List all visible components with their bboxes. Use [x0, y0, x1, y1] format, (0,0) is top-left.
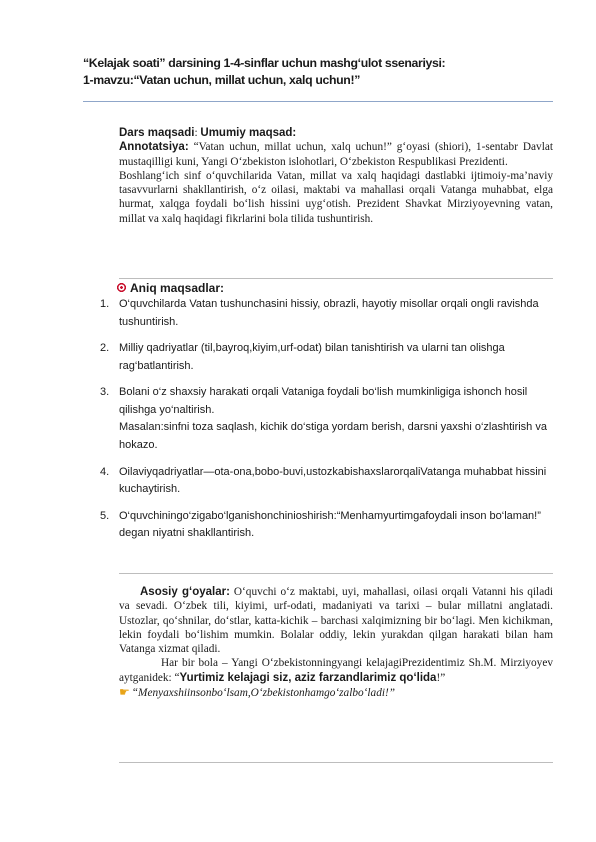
quote-paragraph: Har bir bola – Yangi O‘zbekistonningyangi kelajagiPrezidentimiz Sh.M. Mirziyoyev aytganidek: “Yurtimiz kelajagi siz, aziz farzandlarimiz qo‘lida!”: [119, 657, 553, 684]
aims-list: [100, 296, 550, 552]
main-ideas-paragraph: Asosiy g‘oyalar: O‘quvchi o‘z maktabi, uyi, mahallasi, oilasi orqali Vatanni his qiladi va sevadi. O‘zbek tili, kiyimi, urf-odati, madaniyati va tarixi – bular millatni anglatadi. Ustozlar, qo‘shnilar, do‘stlar, katta-kichik – barchasi xalqimizning bir bo‘lagi. Men kichikman, lekin foydali bo‘lishim mumkin. Bolalar oddiy, lekin yurakdan qilgan harakati bilan ham Vatanga xizmat qiladi.: [119, 586, 553, 656]
bottom-divider: [119, 762, 553, 763]
quote-bold: Yurtimiz kelajagi siz, aziz farzandlarimiz qo‘lida: [179, 671, 437, 684]
header-title: “Kelajak soati” darsining 1-4-sinflar uchun mashg‘ulot ssenariysi:: [83, 56, 446, 70]
example-text: Masalan:sinfni toza saqlash, kichik do‘stiga yordam berish, darsni yaxshi o‘zlashtirish va hokazo.: [119, 421, 547, 451]
goal-label: Dars maqsadi: [119, 127, 195, 139]
intro-section: [119, 126, 553, 226]
annotation-text: “Vatan uchun, millat uchun, xalq uchun!” g‘oyasi (shiori), 1-sentabr Davlat mustaqilligi kuni, Yangi O‘zbekiston islohotlari, O‘zbekiston Respublikasi Prezidenti.: [119, 141, 553, 168]
document-header: [83, 55, 553, 89]
annotation-label: Annotatsiya:: [119, 141, 189, 154]
target-icon: [116, 282, 127, 293]
header-divider: [83, 101, 553, 102]
list-item: 4. Oilaviyqadriyatlar—ota-ona,bobo-buvi,ustozkabishaxslarorqaliVatanga muhabbat hissini kuchaytirish.: [100, 465, 547, 496]
aims-title: Aniq maqsadlar:: [116, 281, 224, 295]
list-item: 5. O‘quvchiningo‘zigabo‘lganishonchinioshirish:“Menhamyurtimgafoydali inson bo‘laman!” degan niyatni shakllantirish.: [100, 509, 541, 540]
list-item: 1. O‘quvchilarda Vatan tushunchasini hissiy, obrazli, hayotiy misollar orqali ongli ravishda tushuntirish.: [100, 298, 539, 328]
annotation: [119, 140, 553, 169]
intro-paragraph: Boshlang‘ich sinf o‘quvchilarida Vatan, millat va xalq haqidagi dastlabki ijtimoiy-ma’naviy tasavvurlarni shakllantirish, o‘z oilasi, maktabi va mahallasi orqali Vatanga muhabbat, elga hurmat, xalqga foydali bo‘lish hissini uyg‘otish. Prezident Shavkat Mirziyoyevning vatan, millat va xalq haqidagi fikrlarini bola tilida tushuntirish.: [119, 169, 553, 225]
list-item: 2. Milliy qadriyatlar (til,bayroq,kiyim,urf-odat) bilan tanishtirish va ularni tan olishga rag‘batlantirish.: [100, 342, 505, 372]
aims-divider: [119, 573, 553, 574]
goal-value: Umumiy maqsad:: [200, 127, 297, 139]
intro-divider: [119, 278, 553, 279]
pointing-hand-icon: ☛: [119, 685, 130, 700]
main-ideas-section: [119, 585, 553, 700]
slogan: “Menyaxshiinsonbo‘lsam,O‘zbekistonhamgo‘zalbo‘ladi!”: [131, 687, 396, 700]
main-ideas-label: Asosiy g‘oyalar:: [140, 586, 230, 598]
goal-line: Dars maqsadi: Umumiy maqsad:: [119, 127, 297, 139]
list-item: 3. Bolani o‘z shaxsiy harakati orqali Vataniga foydali bo‘lish mumkinligiga ishonch hosil qilishga yo‘naltirish. Masalan:sinfni toza saqlash, kichik do‘stiga yordam berish, darsni yaxshi o‘zlashtirish va hokazo.: [100, 386, 547, 451]
header-topic: 1-mavzu:“Vatan uchun, millat uchun, xalq uchun!”: [83, 73, 360, 87]
slogan-line: [119, 685, 553, 700]
